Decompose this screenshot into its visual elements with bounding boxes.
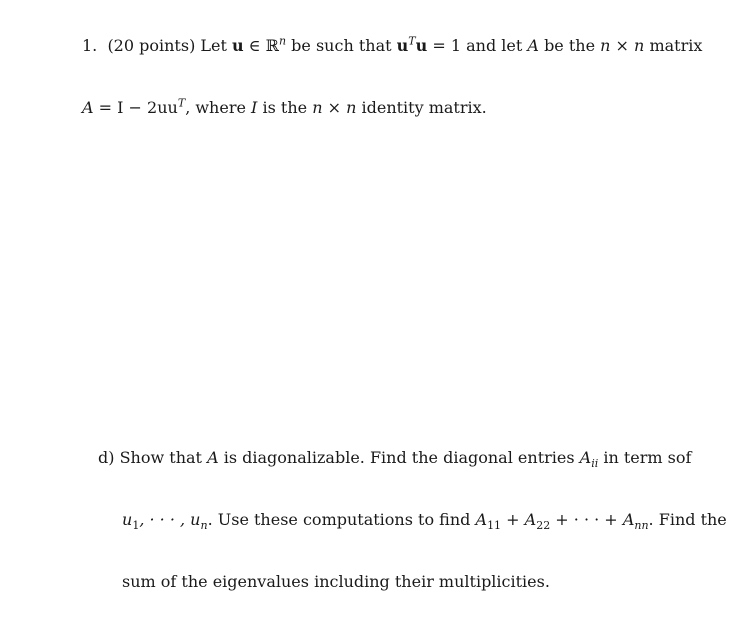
- part-d-line-3: sum of the eigenvalues including their multiplicities.: [122, 572, 550, 591]
- part-d-line-2: $u_1$, · · · , $u_n$. Use these computations to find $A_{11} + A_{22}$ + · · · + $A_{nn}$. Find the: [122, 510, 727, 533]
- part-d-line-1: d) Show that A is diagonalizable. Find the diagonal entries $A_{ii}$ in term sof: [98, 448, 692, 471]
- problem-statement-line-2: $A = I - 2uu^T$, where I is the n × n identity matrix.: [82, 96, 487, 117]
- matrix-definition: = I − 2uu: [98, 98, 178, 117]
- problem-statement-line-1: 1. (20 points) Let u ∈ ℝ$^n$ be such that $u^Tu = 1$ and let A be the n × n matrix: [82, 34, 703, 55]
- problem-points: (20 points): [107, 36, 196, 55]
- part-d-label: d): [98, 448, 115, 467]
- problem-number: 1.: [82, 36, 98, 55]
